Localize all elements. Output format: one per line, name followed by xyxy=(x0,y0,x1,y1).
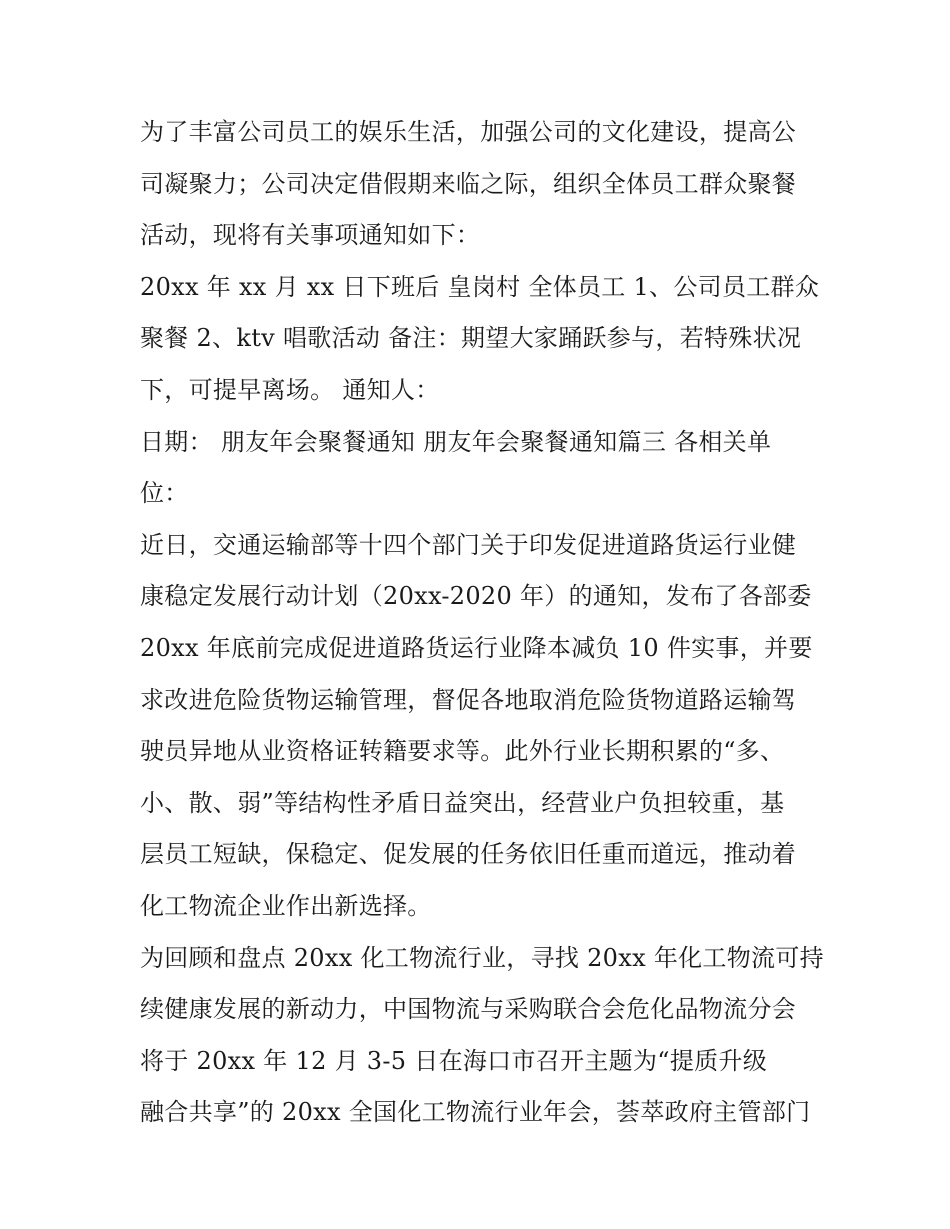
text-line: 续健康发展的新动力，中国物流与采购联合会危化品物流分会 xyxy=(140,995,797,1024)
text-line: 下，可提早离场。 通知人： xyxy=(140,375,440,404)
document-body xyxy=(140,107,824,1139)
text-line: 小、散、弱”等结构性矛盾日益突出，经营业户负担较重，基 xyxy=(140,788,785,817)
text-line: 将于 20xx 年 12 月 3-5 日在海口市召开主题为“提质升级 xyxy=(140,1046,768,1075)
text-line: 聚餐 2、ktv 唱歌活动 备注：期望大家踊跃参与，若特殊状况 xyxy=(140,324,802,353)
text-line: 为了丰富公司员工的娱乐生活，加强公司的文化建设，提高公 xyxy=(140,118,797,146)
text-line: 为回顾和盘点 20xx 化工物流行业，寻找 20xx 年化工物流可持 xyxy=(140,943,824,972)
text-line: 日期： 朋友年会聚餐通知 朋友年会聚餐通知篇三 各相关单 xyxy=(140,427,772,456)
text-line: 化工物流企业作出新选择。 xyxy=(140,891,432,920)
text-line: 康稳定发展行动计划（20xx-2020 年）的通知，发布了各部委 xyxy=(140,582,812,611)
text-line: 近日，交通运输部等十四个部门关于印发促进道路货运行业健 xyxy=(140,530,797,559)
text-line: 20xx 年 xx 月 xx 日下班后 皇岗村 全体员工 1、公司员工群众 xyxy=(140,272,820,301)
text-line: 20xx 年底前完成促进道路货运行业降本减负 10 件实事，并要 xyxy=(140,633,813,662)
text-line: 求改进危险货物运输管理，督促各地取消危险货物道路运输驾 xyxy=(140,685,797,714)
text-line: 层员工短缺，保稳定、促发展的任务依旧任重而道远，推动着 xyxy=(140,840,797,869)
text-line: 司凝聚力；公司决定借假期来临之际，组织全体员工群众聚餐 xyxy=(140,169,797,198)
text-line: 位： xyxy=(140,479,189,508)
text-line: 融合共享”的 20xx 全国化工物流行业年会，荟萃政府主管部门 xyxy=(140,1098,811,1127)
text-line: 活动，现将有关事项通知如下： xyxy=(140,221,481,250)
text-line: 驶员异地从业资格证转籍要求等。此外行业长期积累的“多、 xyxy=(140,737,785,766)
